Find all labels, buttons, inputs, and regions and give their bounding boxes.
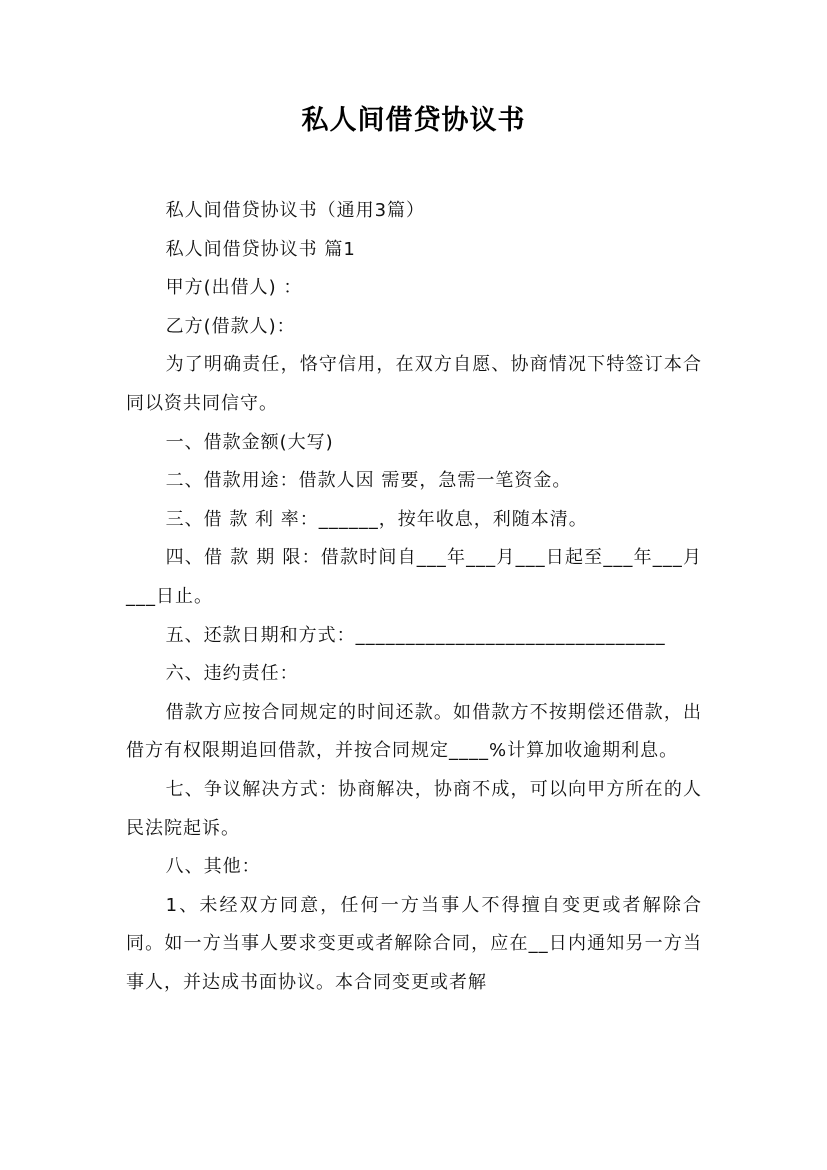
clause-repayment: 五、还款日期和方式：_______________________________ xyxy=(165,624,666,646)
paragraph-heading-general: 私人间借贷协议书（通用3篇） xyxy=(165,200,426,221)
clause-loan-amount: 一、借款金额(大写) xyxy=(165,431,334,453)
clause-other-item-1: 1、未经双方同意，任何一方当事人不得擅自变更或者解除合同。如一方当事人要求变更或者解除合同，应在__日内通知另一方当事人，并达成书面协议。本合同变更或者解 xyxy=(126,894,702,993)
clause-interest-rate: 三、借 款 利 率：______，按年收息，利随本清。 xyxy=(165,508,588,530)
document-title: 私人间借贷协议书 xyxy=(301,105,526,136)
clause-liability-text: 借款方应按合同规定的时间还款。如借款方不按期偿还借款，出借方有权限期追回借款，并按合同规定____%计算加收逾期利息。 xyxy=(126,701,702,762)
clause-loan-purpose: 二、借款用途：借款人因 需要，急需一笔资金。 xyxy=(165,470,572,492)
paragraph-party-a: 甲方(出借人) ： xyxy=(165,277,303,299)
clause-dispute: 七、争议解决方式：协商解决，协商不成，可以向甲方所在的人民法院起诉。 xyxy=(126,778,702,839)
paragraph-heading-part1: 私人间借贷协议书 篇1 xyxy=(165,238,356,260)
document-body xyxy=(126,192,702,1002)
clause-other-heading: 八、其他： xyxy=(165,856,261,878)
clause-loan-term: 四、借 款 期 限：借款时间自___年___月___日起至___年___月___日止。 xyxy=(126,547,702,607)
clause-liability-heading: 六、违约责任： xyxy=(165,663,299,685)
paragraph-party-b: 乙方(借款人)： xyxy=(165,315,296,337)
paragraph-preamble: 为了明确责任，恪守信用，在双方自愿、协商情况下特签订本合同以资共同信守。 xyxy=(126,354,702,414)
